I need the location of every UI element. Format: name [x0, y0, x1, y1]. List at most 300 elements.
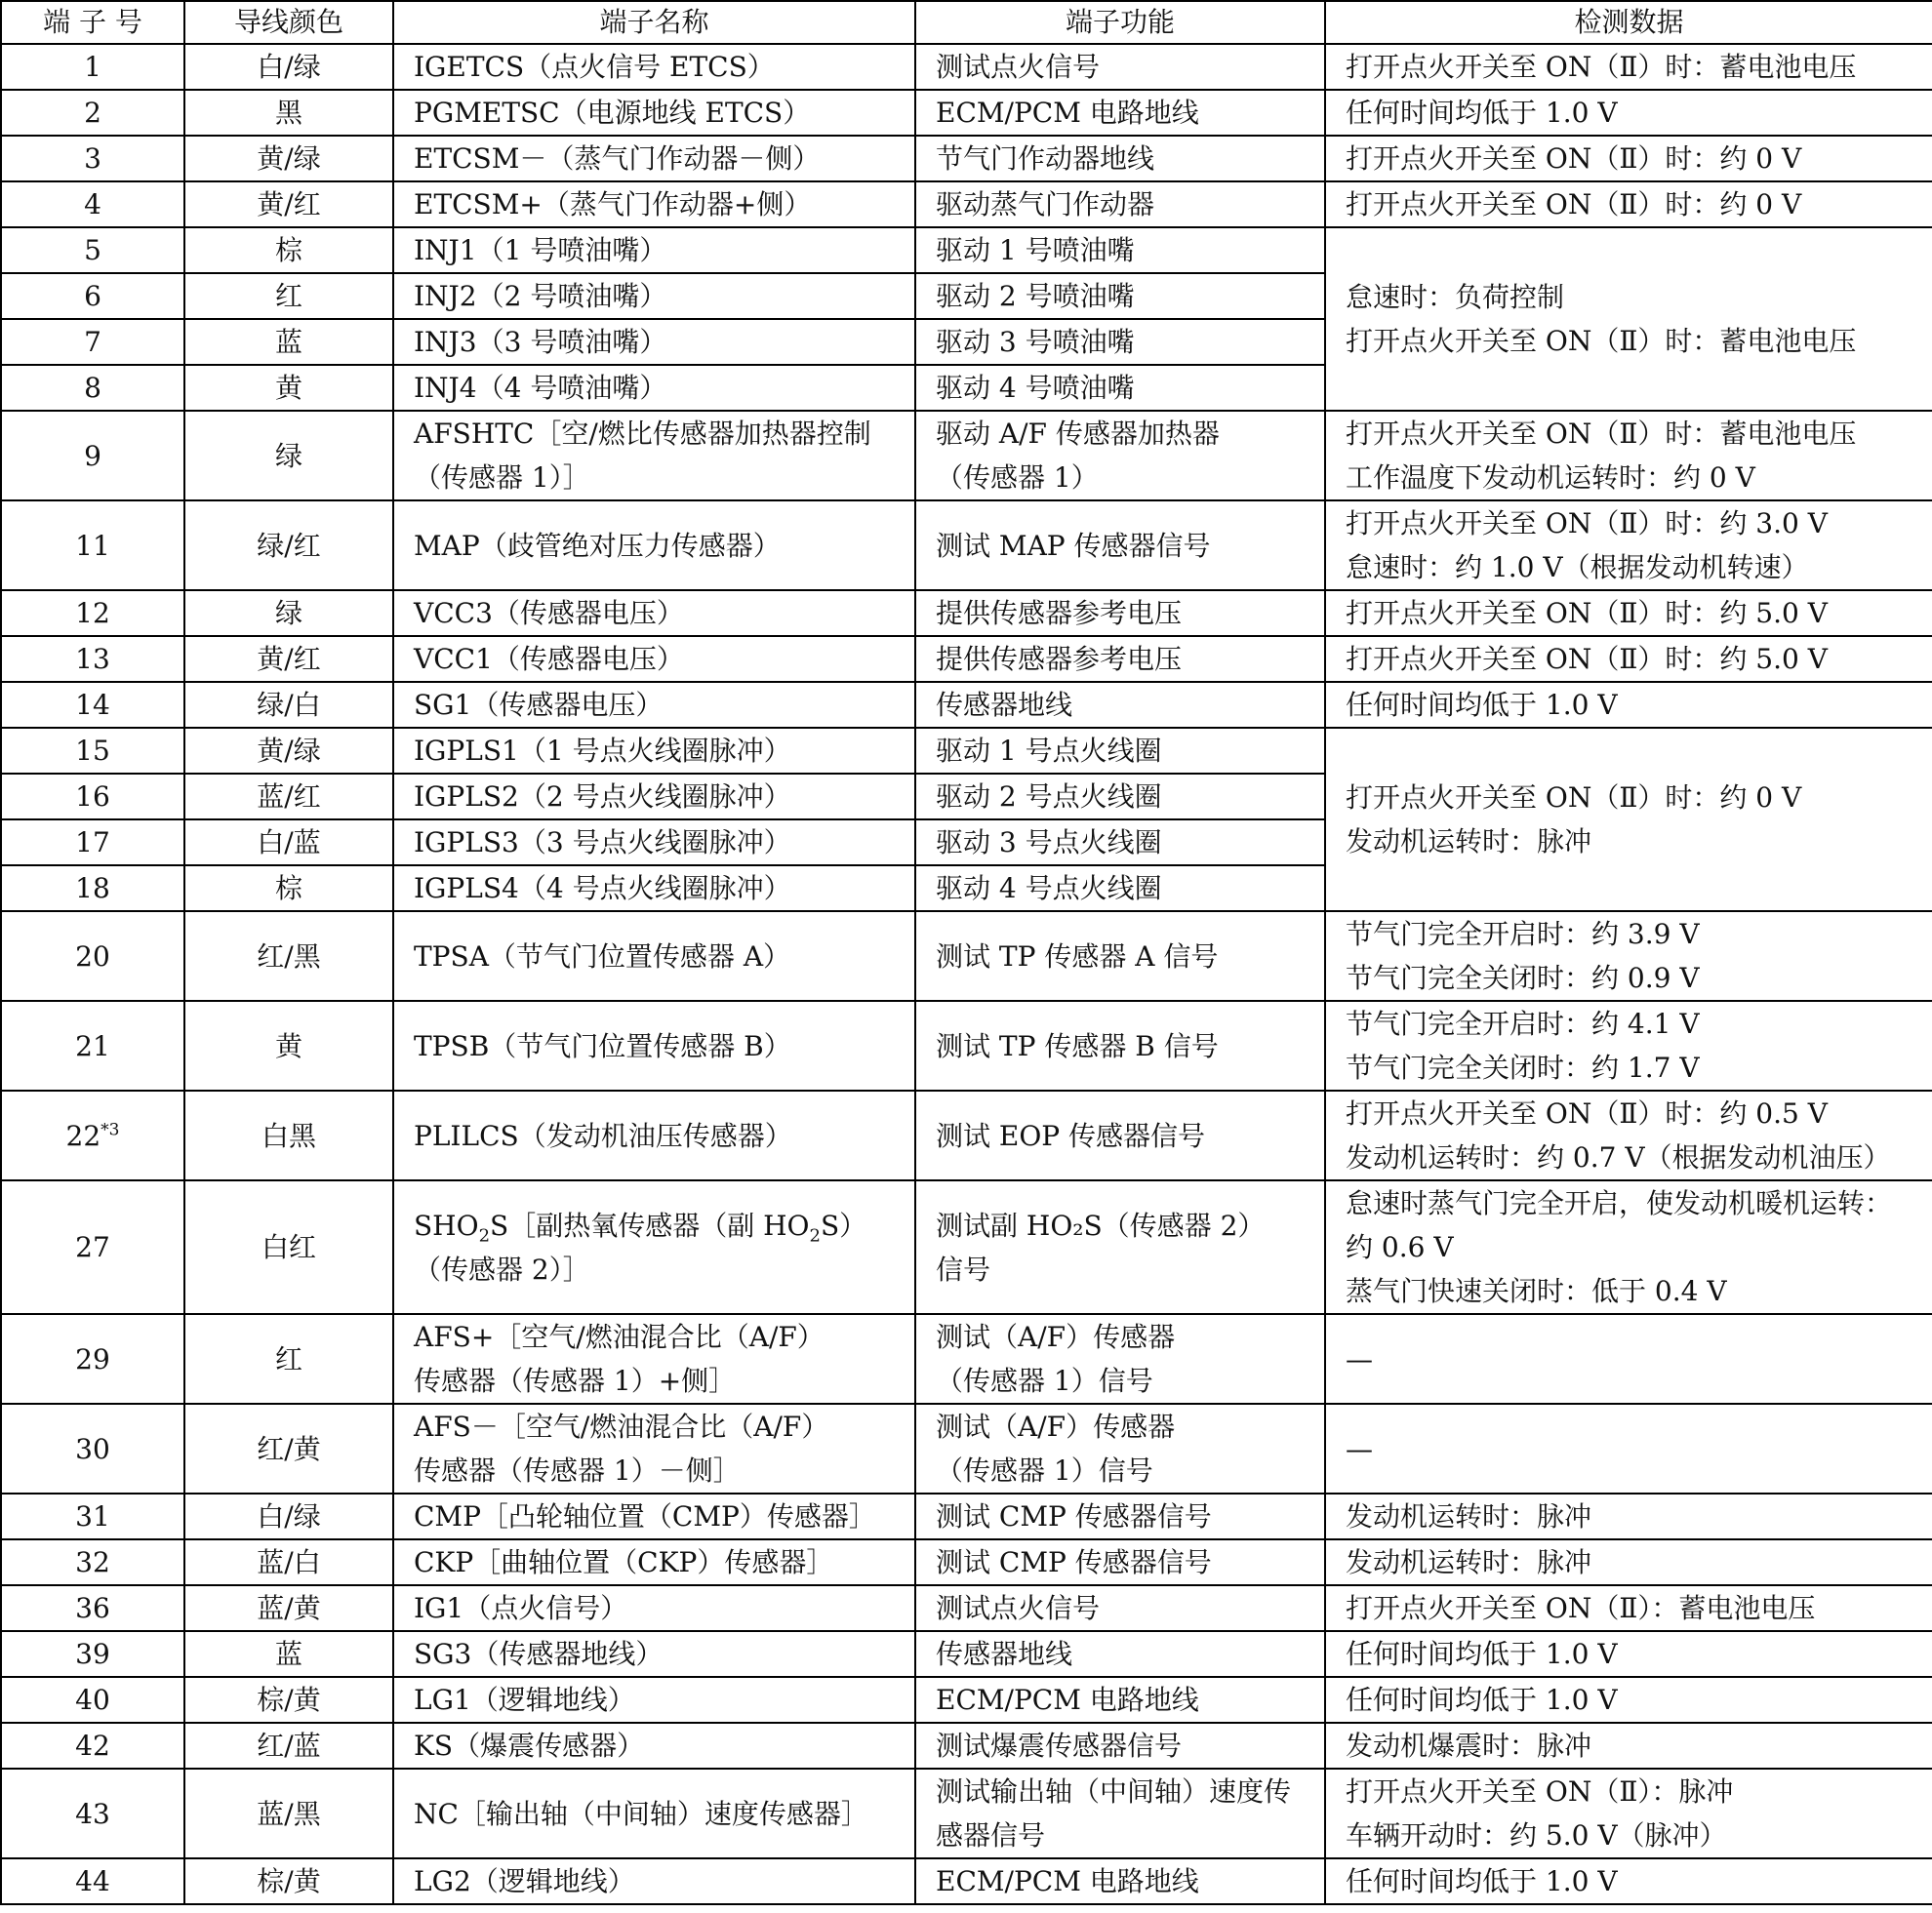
- subscript: 2: [809, 1225, 821, 1247]
- terminal-function: [915, 1494, 1325, 1539]
- wire-color: 白/蓝: [184, 819, 393, 865]
- table-row: [1, 1858, 1932, 1904]
- terminal-name-line: INJ2（2 号喷油嘴）: [414, 280, 667, 312]
- terminal-function-line: 驱动 3 号喷油嘴: [936, 326, 1135, 358]
- test-data: [1325, 44, 1932, 90]
- test-data: [1325, 90, 1932, 136]
- terminal-no: 17: [75, 826, 110, 858]
- terminal-name: [393, 1631, 915, 1677]
- terminal-name-line: （传感器 1）］: [414, 461, 590, 494]
- terminal-no-cell: [1, 90, 184, 136]
- terminal-name-line: AFSHTC［空/燃比传感器加热器控制: [414, 418, 871, 450]
- wire-color: 黄: [184, 1001, 393, 1091]
- table-row: [1, 728, 1932, 774]
- test-data-line: 节气门完全关闭时：约 1.7 V: [1346, 1052, 1700, 1084]
- terminal-function-line: 驱动 2 号点火线圈: [936, 780, 1162, 813]
- terminal-function: [915, 636, 1325, 682]
- terminal-no-cell: [1, 1723, 184, 1769]
- terminal-name: [393, 636, 915, 682]
- test-data-line: 怠速时：约 1.0 V（根据发动机转速）: [1346, 551, 1809, 583]
- terminal-function-line: （传感器 1）信号: [936, 1455, 1153, 1487]
- terminal-no-cell: [1, 1585, 184, 1631]
- terminal-no: 43: [75, 1797, 110, 1830]
- test-data-line: 节气门完全关闭时：约 0.9 V: [1346, 962, 1700, 994]
- terminal-name: [393, 1001, 915, 1091]
- terminal-name: [393, 90, 915, 136]
- wire-color: 棕: [184, 865, 393, 911]
- terminal-function: [915, 1091, 1325, 1180]
- terminal-name-line: AFS－［空气/燃油混合比（A/F）: [414, 1411, 829, 1443]
- terminal-no-cell: [1, 1539, 184, 1585]
- terminal-function-line: 测试 EOP 传感器信号: [936, 1119, 1206, 1152]
- test-data-line: 任何时间均低于 1.0 V: [1346, 97, 1618, 129]
- test-data: [1325, 411, 1932, 500]
- terminal-name: [393, 227, 915, 273]
- terminal-name-line: LG2（逻辑地线）: [414, 1865, 635, 1897]
- terminal-function-line: 驱动 1 号点火线圈: [936, 735, 1162, 767]
- table-row: [1, 1404, 1932, 1494]
- terminal-name-line: 传感器（传感器 1）－侧］: [414, 1455, 741, 1487]
- terminal-no: 8: [84, 372, 101, 404]
- test-data-line: —: [1346, 1432, 1373, 1465]
- test-data-line: 打开点火开关至 ON（Ⅱ）：脉冲: [1346, 1775, 1734, 1808]
- terminal-name: [393, 1769, 915, 1858]
- wire-color: 蓝/黄: [184, 1585, 393, 1631]
- terminal-function: [915, 865, 1325, 911]
- terminal-name-line: CMP［凸轮轴位置（CMP）传感器］: [414, 1500, 876, 1533]
- terminal-no: 42: [75, 1730, 110, 1762]
- test-data-line: 发动机爆震时：脉冲: [1346, 1730, 1592, 1762]
- terminal-no-cell: [1, 411, 184, 500]
- terminal-function: [915, 411, 1325, 500]
- terminal-function: [915, 1631, 1325, 1677]
- test-data-line: 打开点火开关至 ON（Ⅱ）时：约 0 V: [1346, 142, 1802, 175]
- text-run: S）: [820, 1209, 867, 1242]
- test-data: [1325, 911, 1932, 1001]
- terminal-no: 36: [75, 1592, 110, 1624]
- wire-color: 红: [184, 1314, 393, 1404]
- terminal-no: 12: [75, 597, 110, 629]
- wire-color: 红/黄: [184, 1404, 393, 1494]
- test-data-line: 工作温度下发动机运转时：约 0 V: [1346, 461, 1755, 494]
- terminal-function-line: 提供传感器参考电压: [936, 643, 1183, 675]
- terminal-function-line: 驱动 1 号喷油嘴: [936, 234, 1135, 266]
- test-data-line: 发动机运转时：脉冲: [1346, 1500, 1592, 1533]
- terminal-name-line: IGPLS3（3 号点火线圈脉冲）: [414, 826, 791, 858]
- terminal-name-line: SG1（传感器电压）: [414, 689, 664, 721]
- test-data-line: 打开点火开关至 ON（Ⅱ）时：蓄电池电压: [1346, 418, 1857, 450]
- terminal-function-line: 传感器地线: [936, 1638, 1073, 1670]
- table-row: [1, 90, 1932, 136]
- table-row: [1, 1677, 1932, 1723]
- test-data: [1325, 590, 1932, 636]
- terminal-function: [915, 227, 1325, 273]
- terminal-name-line: [414, 1204, 895, 1248]
- test-data-line: 任何时间均低于 1.0 V: [1346, 689, 1618, 721]
- test-data-line: 打开点火开关至 ON（Ⅱ）时：约 0.5 V: [1346, 1097, 1828, 1130]
- terminal-name-line: （传感器 2）］: [414, 1253, 590, 1286]
- test-data-line: 车辆开动时：约 5.0 V（脉冲）: [1346, 1819, 1727, 1852]
- test-data-line: 打开点火开关至 ON（Ⅱ）时：蓄电池电压: [1346, 325, 1857, 357]
- wire-color: 蓝: [184, 319, 393, 365]
- terminal-name: [393, 273, 915, 319]
- terminal-no: 32: [75, 1546, 110, 1578]
- terminal-function: [915, 1180, 1325, 1314]
- wire-color: 绿: [184, 590, 393, 636]
- terminal-name-line: INJ3（3 号喷油嘴）: [414, 326, 667, 358]
- subscript: 2: [478, 1225, 491, 1247]
- terminal-no-cell: [1, 181, 184, 227]
- table-row: [1, 590, 1932, 636]
- terminal-name: [393, 1539, 915, 1585]
- test-data: [1325, 136, 1932, 181]
- terminal-no-cell: [1, 819, 184, 865]
- terminal-no: 6: [84, 280, 101, 312]
- wire-color: 蓝: [184, 1631, 393, 1677]
- terminal-function-line: 驱动 4 号喷油嘴: [936, 372, 1135, 404]
- table-row: [1, 227, 1932, 273]
- terminal-no-cell: [1, 136, 184, 181]
- terminal-name: [393, 682, 915, 728]
- terminal-no-cell: [1, 1494, 184, 1539]
- terminal-name: [393, 44, 915, 90]
- terminal-function: [915, 1677, 1325, 1723]
- wire-color: 红/蓝: [184, 1723, 393, 1769]
- test-data: [1325, 1404, 1932, 1494]
- terminal-function: [915, 1858, 1325, 1904]
- terminal-name-line: INJ1（1 号喷油嘴）: [414, 234, 667, 266]
- terminal-function-line: ECM/PCM 电路地线: [936, 1865, 1199, 1897]
- terminal-no-cell: [1, 1404, 184, 1494]
- terminal-no-cell: [1, 865, 184, 911]
- terminal-function: [915, 500, 1325, 590]
- test-data: [1325, 1769, 1932, 1858]
- terminal-name-line: IGETCS（点火信号 ETCS）: [414, 51, 775, 83]
- terminal-no-cell: [1, 774, 184, 819]
- terminal-no: 21: [75, 1029, 110, 1062]
- terminal-no: 15: [75, 735, 110, 767]
- terminal-function: [915, 181, 1325, 227]
- terminal-function: [915, 136, 1325, 181]
- terminal-no: 4: [84, 188, 101, 220]
- header-terminal-no: 端 子 号: [1, 1, 184, 44]
- terminal-function: [915, 728, 1325, 774]
- terminal-name-line: AFS+［空气/燃油混合比（A/F）: [414, 1321, 825, 1353]
- test-data: [1325, 1001, 1932, 1091]
- test-data-line: 任何时间均低于 1.0 V: [1346, 1638, 1618, 1670]
- table-row: [1, 181, 1932, 227]
- terminal-function-line: 测试副 HO₂S（传感器 2）: [936, 1209, 1266, 1242]
- terminal-name: [393, 728, 915, 774]
- terminal-name: [393, 819, 915, 865]
- table-row: [1, 911, 1932, 1001]
- wire-color: 黄/红: [184, 181, 393, 227]
- terminal-no-cell: [1, 227, 184, 273]
- terminal-function: [915, 1723, 1325, 1769]
- terminal-name: [393, 774, 915, 819]
- terminal-no-cell: [1, 1001, 184, 1091]
- terminal-name-line: IG1（点火信号）: [414, 1592, 628, 1624]
- header-terminal-function: 端子功能: [915, 1, 1325, 44]
- terminal-name-line: PGMETSC（电源地线 ETCS）: [414, 97, 811, 129]
- terminal-function-line: 信号: [936, 1253, 991, 1286]
- terminal-no: 1: [84, 51, 101, 83]
- wire-color: 棕/黄: [184, 1677, 393, 1723]
- terminal-no: 29: [75, 1342, 110, 1375]
- table-row: [1, 1585, 1932, 1631]
- terminal-no-cell: [1, 1180, 184, 1314]
- terminal-no: 7: [84, 326, 101, 358]
- terminal-no-cell: [1, 44, 184, 90]
- terminal-name: [393, 911, 915, 1001]
- terminal-name-line: KS（爆震传感器）: [414, 1730, 645, 1762]
- wire-color: 黑: [184, 90, 393, 136]
- table-row: [1, 1723, 1932, 1769]
- terminal-name-line: LG1（逻辑地线）: [414, 1684, 635, 1716]
- terminal-function-line: 测试（A/F）传感器: [936, 1321, 1176, 1353]
- terminal-no-cell: [1, 1314, 184, 1404]
- terminal-function-line: 测试 MAP 传感器信号: [936, 529, 1211, 562]
- terminal-function-line: 驱动 2 号喷油嘴: [936, 280, 1135, 312]
- terminal-function: [915, 1404, 1325, 1494]
- terminal-no: 9: [84, 439, 101, 472]
- terminal-name: [393, 1091, 915, 1180]
- test-data-line: 发动机运转时：脉冲: [1346, 1546, 1592, 1578]
- table-row: [1, 1314, 1932, 1404]
- test-data: [1325, 1180, 1932, 1314]
- table-row: [1, 682, 1932, 728]
- terminal-function: [915, 590, 1325, 636]
- terminal-name-line: TPSB（节气门位置传感器 B）: [414, 1029, 791, 1062]
- terminal-name-line: NC［输出轴（中间轴）速度传感器］: [414, 1797, 868, 1830]
- terminal-no: 14: [75, 689, 110, 721]
- table-row: [1, 1631, 1932, 1677]
- wire-color: 黄: [184, 365, 393, 411]
- test-data: [1325, 1677, 1932, 1723]
- terminal-name-line: ETCSM－（蒸气门作动器－侧）: [414, 142, 821, 175]
- test-data-line: 打开点火开关至 ON（Ⅱ）时：约 0 V: [1346, 781, 1802, 814]
- text-run: S［副热氧传感器（副 HO: [490, 1209, 810, 1242]
- terminal-no-cell: [1, 636, 184, 682]
- test-data: [1325, 1314, 1932, 1404]
- test-data: [1325, 1631, 1932, 1677]
- wire-color: 绿: [184, 411, 393, 500]
- terminal-name: [393, 1494, 915, 1539]
- table-row: [1, 1001, 1932, 1091]
- test-data-line: 节气门完全开启时：约 4.1 V: [1346, 1008, 1700, 1040]
- wire-color: 黄/绿: [184, 136, 393, 181]
- terminal-name: [393, 1677, 915, 1723]
- terminal-function-line: 测试（A/F）传感器: [936, 1411, 1176, 1443]
- terminal-function-line: 传感器地线: [936, 689, 1073, 721]
- terminal-no-cell: [1, 1091, 184, 1180]
- wire-color: 黄/红: [184, 636, 393, 682]
- test-data-line: 蒸气门快速关闭时：低于 0.4 V: [1346, 1275, 1727, 1307]
- test-data-line: 约 0.6 V: [1346, 1231, 1454, 1263]
- test-data: [1325, 1539, 1932, 1585]
- test-data: [1325, 227, 1932, 411]
- test-data: [1325, 1494, 1932, 1539]
- terminal-no-cell: [1, 273, 184, 319]
- terminal-name: [393, 136, 915, 181]
- terminal-function: [915, 1585, 1325, 1631]
- terminal-function: [915, 365, 1325, 411]
- table-row: [1, 1494, 1932, 1539]
- terminal-function-line: 驱动 A/F 传感器加热器: [936, 418, 1220, 450]
- test-data-line: 任何时间均低于 1.0 V: [1346, 1684, 1618, 1716]
- terminal-name: [393, 1314, 915, 1404]
- wire-color: 红: [184, 273, 393, 319]
- header-test-data: 检测数据: [1325, 1, 1932, 44]
- terminal-function-line: 节气门作动器地线: [936, 142, 1155, 175]
- table-row: [1, 44, 1932, 90]
- terminal-name-line: PLILCS（发动机油压传感器）: [414, 1119, 792, 1152]
- terminal-function-line: 测试点火信号: [936, 51, 1101, 83]
- test-data: [1325, 181, 1932, 227]
- terminal-function-line: 感器信号: [936, 1819, 1046, 1852]
- terminal-name: [393, 1723, 915, 1769]
- test-data-line: 打开点火开关至 ON（Ⅱ）时：约 3.0 V: [1346, 507, 1828, 539]
- terminal-no: 13: [75, 643, 110, 675]
- wire-color: 黄/绿: [184, 728, 393, 774]
- wire-color: 绿/红: [184, 500, 393, 590]
- terminal-function: [915, 819, 1325, 865]
- terminal-no: 16: [75, 780, 110, 813]
- terminal-no-cell: [1, 319, 184, 365]
- test-data: [1325, 1858, 1932, 1904]
- table-row: [1, 1091, 1932, 1180]
- test-data-line: 怠速时：负荷控制: [1346, 281, 1565, 313]
- terminal-function-line: 测试 TP 传感器 A 信号: [936, 939, 1219, 973]
- header-wire-color: 导线颜色: [184, 1, 393, 44]
- wire-color: 蓝/白: [184, 1539, 393, 1585]
- test-data: [1325, 1585, 1932, 1631]
- terminal-no: 22: [65, 1119, 101, 1152]
- terminal-no: 27: [75, 1231, 110, 1263]
- terminal-function-line: 驱动 4 号点火线圈: [936, 872, 1162, 904]
- terminal-no: 18: [75, 872, 110, 904]
- test-data-line: 打开点火开关至 ON（Ⅱ）时：约 0 V: [1346, 188, 1802, 220]
- wire-color: 白/绿: [184, 1494, 393, 1539]
- terminal-name: [393, 1858, 915, 1904]
- table-row: [1, 136, 1932, 181]
- terminal-no-cell: [1, 1631, 184, 1677]
- wire-color: 白/绿: [184, 44, 393, 90]
- table-row: [1, 500, 1932, 590]
- terminal-function-line: 测试输出轴（中间轴）速度传: [936, 1775, 1292, 1808]
- terminal-no-cell: [1, 500, 184, 590]
- terminal-no: 30: [75, 1432, 110, 1465]
- table-row: [1, 411, 1932, 500]
- terminal-no: 2: [84, 97, 101, 129]
- test-data: [1325, 728, 1932, 911]
- terminal-name: [393, 500, 915, 590]
- test-data-line: 任何时间均低于 1.0 V: [1346, 1865, 1618, 1897]
- terminal-name-line: SG3（传感器地线）: [414, 1638, 664, 1670]
- test-data-line: 打开点火开关至 ON（Ⅱ）时：蓄电池电压: [1346, 51, 1857, 83]
- terminal-no-cell: [1, 1858, 184, 1904]
- terminal-name-line: IGPLS2（2 号点火线圈脉冲）: [414, 780, 791, 813]
- terminal-name-line: MAP（歧管绝对压力传感器）: [414, 529, 781, 562]
- terminal-no: 44: [75, 1865, 110, 1897]
- terminal-function-line: 提供传感器参考电压: [936, 597, 1183, 629]
- terminal-no-cell: [1, 590, 184, 636]
- terminal-function-line: （传感器 1）信号: [936, 1365, 1153, 1397]
- terminal-name: [393, 1585, 915, 1631]
- test-data-line: 打开点火开关至 ON（Ⅱ）时：约 5.0 V: [1346, 643, 1828, 675]
- terminal-name: [393, 1180, 915, 1314]
- terminal-function: [915, 44, 1325, 90]
- wire-color: 红/黑: [184, 911, 393, 1001]
- terminal-function-line: ECM/PCM 电路地线: [936, 97, 1199, 129]
- terminal-function: [915, 1314, 1325, 1404]
- test-data-line: 节气门完全开启时：约 3.9 V: [1346, 918, 1700, 950]
- wire-color: 绿/白: [184, 682, 393, 728]
- test-data-line: 打开点火开关至 ON（Ⅱ）时：约 5.0 V: [1346, 597, 1828, 629]
- table-row: [1, 1180, 1932, 1314]
- wire-color: 蓝/黑: [184, 1769, 393, 1858]
- terminal-function: [915, 682, 1325, 728]
- terminal-function-line: 测试 TP 传感器 B 信号: [936, 1029, 1219, 1062]
- terminal-no-cell: [1, 1677, 184, 1723]
- test-data-line: 发动机运转时：约 0.7 V（根据发动机油压）: [1346, 1141, 1891, 1174]
- terminal-name: [393, 865, 915, 911]
- terminal-no-cell: [1, 1769, 184, 1858]
- terminal-no: 3: [84, 142, 101, 175]
- terminal-no: 31: [75, 1500, 110, 1533]
- terminal-name-line: VCC3（传感器电压）: [414, 597, 684, 629]
- table-row: [1, 1539, 1932, 1585]
- terminal-name: [393, 411, 915, 500]
- terminal-function: [915, 319, 1325, 365]
- terminal-no: 20: [75, 939, 110, 973]
- test-data-line: 打开点火开关至 ON（Ⅱ）：蓄电池电压: [1346, 1592, 1816, 1624]
- terminal-function-line: （传感器 1）: [936, 461, 1099, 494]
- terminal-no: 40: [75, 1684, 110, 1716]
- table-row: [1, 1769, 1932, 1858]
- terminal-name: [393, 1404, 915, 1494]
- terminal-no: 11: [75, 529, 110, 562]
- wire-color: 蓝/红: [184, 774, 393, 819]
- terminal-function: [915, 1539, 1325, 1585]
- terminal-name-line: INJ4（4 号喷油嘴）: [414, 372, 667, 404]
- test-data: [1325, 500, 1932, 590]
- terminal-name-line: 传感器（传感器 1）+侧］: [414, 1365, 737, 1397]
- table-row: [1, 636, 1932, 682]
- terminal-function-line: ECM/PCM 电路地线: [936, 1684, 1199, 1716]
- terminal-name: [393, 590, 915, 636]
- terminal-function-line: 测试 CMP 传感器信号: [936, 1546, 1212, 1578]
- terminal-name: [393, 365, 915, 411]
- text-run: SHO: [414, 1209, 479, 1242]
- terminal-function-line: 测试点火信号: [936, 1592, 1101, 1624]
- terminal-name-line: VCC1（传感器电压）: [414, 643, 684, 675]
- wire-color: 白黑: [184, 1091, 393, 1180]
- terminal-function-line: 驱动蒸气门作动器: [936, 188, 1155, 220]
- test-data: [1325, 1091, 1932, 1180]
- wire-color: 棕: [184, 227, 393, 273]
- table-header-row: [1, 1, 1932, 44]
- terminal-no-cell: [1, 911, 184, 1001]
- test-data-line: 怠速时蒸气门完全开启，使发动机暖机运转：: [1346, 1187, 1893, 1219]
- terminal-no-cell: [1, 365, 184, 411]
- terminal-footnote-mark: *3: [101, 1120, 120, 1140]
- terminal-name-line: CKP［曲轴位置（CKP）传感器］: [414, 1546, 834, 1578]
- test-data-line: —: [1346, 1342, 1373, 1375]
- terminal-function: [915, 273, 1325, 319]
- terminal-function: [915, 90, 1325, 136]
- terminal-no: 5: [84, 234, 101, 266]
